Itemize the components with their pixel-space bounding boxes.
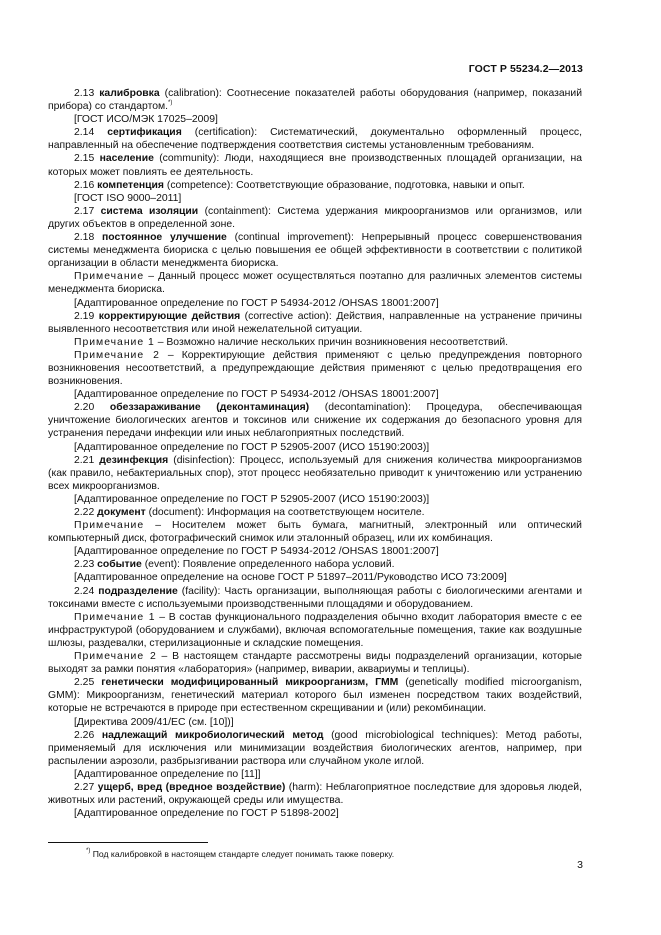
term-name: корректирующие действия <box>98 310 241 322</box>
source-reference: [Адаптированное определение по ГОСТ Р 51898-2002] <box>74 808 339 820</box>
term-definition <box>48 310 582 336</box>
note-text: – Носителем может быть бумага, магнитный, электронный или оптический компьютерный диск, фотографический снимок или эталонный образец, или их комбинация. <box>48 520 582 545</box>
page-number: 3 <box>577 859 583 871</box>
source-reference: [Адаптированное определение по ГОСТ Р 52905-2007 (ИСО 15190:2003)] <box>74 493 430 505</box>
term-name: подразделение <box>98 585 178 597</box>
term-name: население <box>99 153 154 165</box>
term-definition-text: (certification): Систематический, документально оформленный процесс, направленный на обеспечение подтверждения соответствия системы установленным требованиям. <box>48 127 582 152</box>
note-label: Примечание 2 <box>74 651 157 663</box>
term-number: 2.22 <box>74 507 95 518</box>
term-number: 2.14 <box>74 127 95 139</box>
term-definition <box>48 506 582 519</box>
term-name: обеззараживание (деконтаминация) <box>109 402 310 414</box>
source-reference: [ГОСТ ISO 9000–2011] <box>74 192 182 204</box>
note-label: Примечание 1 <box>74 336 155 348</box>
note-text: – В настоящем стандарте рассмотрены виды подразделений организации, которые выходят за рамки понятия «лаборатория» (например, виварии, аквариумы и теплицы). <box>48 651 582 676</box>
term-definition-text: (containment): Система удержания микроорганизмов или организмов, или других объектов в определенной зоне. <box>48 205 582 230</box>
note-paragraph <box>48 611 582 650</box>
term-number: 2.23 <box>74 559 95 571</box>
note-text: – Корректирующие действия применяют с целью предупреждения повторного возникновения несоответствий, а предупреждающие действия применяют с целью предотвращения его возникновения. <box>48 349 582 388</box>
term-name: система изоляции <box>100 205 199 217</box>
term-definition-text: (calibration): Соотнесение показателей работы оборудования (например, показаний прибора) со стандартом. <box>48 88 582 113</box>
term-definition-text: (harm): Неблагоприятное последствие для здоровья людей, животных или растений, окружающей среды или имущества. <box>48 781 582 807</box>
term-definition-text: (community): Люди, находящиеся вне производственных площадей организации, на которых может повлиять ее деятельность. <box>48 153 582 178</box>
term-definition <box>48 231 582 270</box>
source-reference: [ГОСТ ИСО/МЭК 17025–2009] <box>74 114 218 126</box>
source-reference: [Адаптированное определение по ГОСТ Р 52905-2007 (ИСО 15190:2003)] <box>74 441 430 453</box>
note-text: – В состав функционального подразделения обычно входит лаборатория вместе с ее инфраструктурой (оборудованием и службами), включая вспомогательные помещения, такие как воздушные шлюзы, раздевалки, стерилизационные и складские помещения. <box>48 611 582 649</box>
term-name: постоянное улучшение <box>102 232 227 244</box>
term-name: компетенция <box>97 179 164 191</box>
term-name: сертификация <box>107 127 182 139</box>
term-definition-text: (corrective action): Действия, направленные на устранение причины выявленного несоответствия или иной нежелательной ситуации. <box>48 310 582 335</box>
standard-header: ГОСТ Р 55234.2—2013 <box>468 63 583 75</box>
footnote-ref: *) <box>168 100 173 107</box>
term-definition <box>48 558 582 571</box>
footnote-mark: *) <box>86 848 91 854</box>
term-definition <box>48 454 582 493</box>
term-number: 2.20 <box>74 402 95 414</box>
document-body <box>48 87 582 820</box>
term-definition-text: (genetically modified microorganism, GMM): Микроорганизм, генетический материал которого был изменен посредством таких воздействий, которые не встречаются в природе при естественном скрещивании и (или) рекомбинации. <box>48 677 583 715</box>
term-definition-text: (event): Появление определенного набора условий. <box>141 559 395 571</box>
source-reference: [Директива 2009/41/ЕС (см. [10])] <box>74 716 234 728</box>
term-definition-text: (document): Информация на соответствующем носителе. <box>145 507 425 518</box>
term-definition <box>48 179 582 192</box>
source-reference: [Адаптированное определение по ГОСТ Р 54934-2012 /OHSAS 18001:2007] <box>74 546 439 558</box>
term-definition-text: (continual improvement): Непрерывный процесс совершенствования системы менеджмента биориска с целью повышения ее общей эффективности в соответствии с политикой организации в области менеджмента биориска. <box>48 232 583 270</box>
term-definition <box>48 87 582 113</box>
term-name: документ <box>97 507 146 518</box>
term-number: 2.24 <box>74 585 95 597</box>
term-name: калибровка <box>99 88 160 99</box>
term-number: 2.17 <box>74 205 95 217</box>
note-paragraph <box>48 270 582 296</box>
note-text: – Данный процесс может осуществляться поэтапно для различных элементов системы менеджмента биориска. <box>48 271 582 296</box>
term-definition <box>48 205 582 231</box>
term-definition <box>48 676 582 715</box>
term-name: генетически модифицированный микроорганизм, ГММ <box>101 677 399 689</box>
term-number: 2.18 <box>74 232 95 244</box>
term-number: 2.15 <box>74 153 95 165</box>
term-name: надлежащий микробиологический метод <box>101 729 324 741</box>
term-definition-text: (facility): Часть организации, выполняющая работы с биологическими агентами и токсинами вместе с используемыми производственными площадями и оборудованием. <box>48 585 582 610</box>
footnote-text: Под калибровкой в настоящем стандарте следует понимать также поверку. <box>90 849 395 859</box>
note-label: Примечание <box>74 271 145 283</box>
source-reference: [Адаптированное определение по ГОСТ Р 54934-2012 /OHSAS 18001:2007] <box>74 389 439 401</box>
note-paragraph <box>48 519 582 545</box>
term-definition <box>48 126 582 152</box>
term-definition <box>48 152 582 178</box>
source-reference: [Адаптированное определение по ГОСТ Р 54934-2012 /OHSAS 18001:2007] <box>74 297 439 309</box>
footnote-divider <box>48 842 208 843</box>
source-reference: [Адаптированное определение по [11]] <box>74 768 261 780</box>
term-name: событие <box>97 559 142 571</box>
term-definition-text: (disinfection): Процесс, используемый для снижения количества микроорганизмов (как правило, небактериальных спор), этот процесс необязательно приводит к уничтожению или устранению всех микроорганизмов. <box>48 454 583 492</box>
source-reference: [Адаптированное определение на основе ГОСТ Р 51897–2011/Руководство ИСО 73:2009] <box>74 572 507 584</box>
term-number: 2.25 <box>74 677 95 689</box>
term-number: 2.21 <box>74 454 95 466</box>
note-paragraph <box>48 349 582 388</box>
term-number: 2.16 <box>74 179 95 191</box>
term-definition-text: (competence): Соответствующие образование, подготовка, навыки и опыт. <box>163 179 525 191</box>
term-number: 2.13 <box>74 88 95 99</box>
term-definition <box>48 781 582 807</box>
note-label: Примечание 1 <box>74 611 156 623</box>
term-definition <box>48 729 582 768</box>
term-definition <box>48 401 582 440</box>
term-number: 2.19 <box>74 310 95 322</box>
footnote <box>86 849 394 859</box>
note-text: – Возможно наличие нескольких причин возникновения несоответствий. <box>154 336 509 348</box>
note-label: Примечание <box>74 520 145 532</box>
term-name: ущерб, вред (вредное воздействие) <box>97 781 286 793</box>
term-definition <box>48 585 582 611</box>
term-name: дезинфекция <box>99 454 169 466</box>
note-paragraph <box>48 650 582 676</box>
term-definition-text: (good microbiological techniques): Метод работы, применяемый для исключения или минимизации воздействия биологических агентов, например, при распылении аэрозоли, разбрызгивании раствора или случайном уколе иглой. <box>48 729 582 767</box>
term-number: 2.26 <box>74 729 95 741</box>
term-definition-text: (decontamination): Процедура, обеспечивающая уничтожение биологических агентов и токсинов или снижение их содержания до безопасного уровня для устранения передачи инфекции или иных неблагоприятных последствий. <box>48 402 582 440</box>
term-number: 2.27 <box>74 781 95 793</box>
note-paragraph <box>48 336 582 349</box>
note-label: Примечание 2 <box>74 349 160 361</box>
